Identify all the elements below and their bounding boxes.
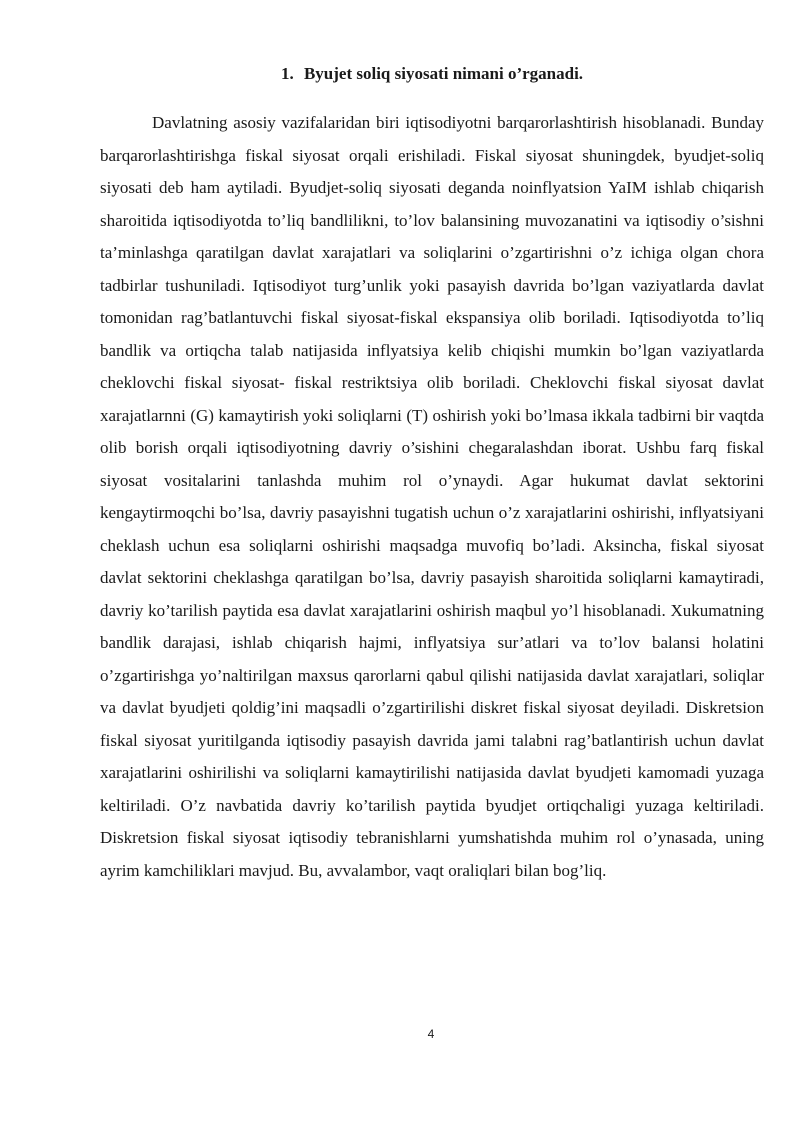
section-heading	[100, 62, 764, 86]
heading-text: Byujet soliq siyosati nimani o’rganadi.	[303, 64, 584, 83]
body-paragraph: Davlatning asosiy vazifalaridan biri iqtisodiyotni barqarorlashtirish hisoblanadi. Bunday barqarorlashtirishga fiskal siyosat orqali erishiladi. Fiskal siyosat shuningdek, byudjet-soliq siyosati deb ham aytiladi. Byudjet-soliq siyosati deganda noinflyatsion YaIM ishlab chiqarish sharoitida iqtisodiyotda to’liq bandlilikni, to’lov balansining muvozanatini va iqtisodiy o’sishni ta’minlashga qaratilgan davlat xarajatlari va soliqlarini o’zgartirishni o’z ichiga olgan chora tadbirlar tushuniladi. Iqtisodiyot turg’unlik yoki pasayish davrida bo’lgan vaziyatlarda davlat tomonidan rag’batlantuvchi fiskal siyosat-fiskal ekspansiya olib boriladi. Iqtisodiyotda to’liq bandlik va ortiqcha talab natijasida inflyatsiya kelib chiqishi mumkin bo’lgan vaziyatlarda cheklovchi fiskal siyosat- fiskal restriktsiya olib boriladi. Cheklovchi fiskal siyosat davlat xarajatlarnni (G) kamaytirish yoki soliqlarni (T) oshirish yoki bo’lmasa ikkala tadbirni bir vaqtda olib borish orqali iqtisodiyotning davriy o’sishini chegaralashdan iborat. Ushbu farq fiskal siyosat vositalarini tanlashda muhim rol o’ynaydi. Agar hukumat davlat sektorini kengaytirmoqchi bo’lsa, davriy pasayishni tugatish uchun o’z xarajatlarini oshirishi, inflyatsiyani cheklash uchun esa soliqlarni oshirishi maqsadga muvofiq bo’ladi. Aksincha, fiskal siyosat davlat sektorini cheklashga qaratilgan bo’lsa, davriy pasayish sharoitida soliqlarni kamaytiradi, davriy ko’tarilish paytida esa davlat xarajatlarini oshirish maqbul yo’l hisoblanadi. Xukumatning bandlik darajasi, ishlab chiqarish hajmi, inflyatsiya sur’atlari va to’lov balansi holatini o’zgartirishga yo’naltirilgan maxsus qarorlarni qabul qilishi natijasida davlat xarajatlari, soliqlar va davlat byudjeti qoldig’ini maqsadli o’zgartirilishi diskret fiskal siyosat deyiladi. Diskretsion fiskal siyosat yuritilganda iqtisodiy pasayish davrida jami talabni rag’batlantirish uchun davlat xarajatlarini oshirilishi va soliqlarni kamaytirilishi natijasida davlat byudjeti kamomadi yuzaga keltiriladi. O’z navbatida davriy ko’tarilish paytida byudjet ortiqchaligi yuzaga keltiriladi. Diskretsion fiskal siyosat iqtisodiy tebranishlarni yumshatishda muhim rol o’ynasada, uning ayrim kamchiliklari mavjud. Bu, avvalambor, vaqt oraliqlari bilan bog’liq.	[100, 113, 764, 880]
heading-number: 1.	[280, 64, 294, 83]
page-number: 4	[427, 1027, 435, 1041]
